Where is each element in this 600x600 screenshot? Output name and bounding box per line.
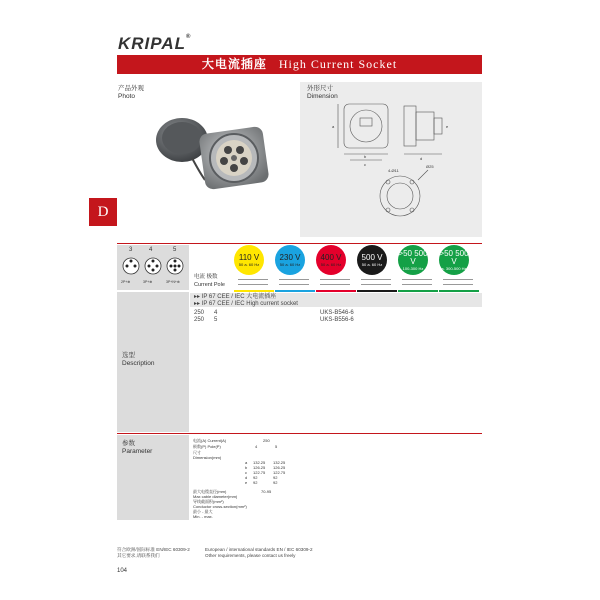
voltage-circle (234, 245, 264, 275)
table-row: 250 5 UKS-B556-6 (194, 317, 354, 323)
pole-pin-diagrams (117, 256, 189, 278)
dim-d: d (420, 156, 423, 161)
page-number: 104 (117, 568, 128, 574)
dim-e: e (446, 124, 449, 129)
voltage-circle (398, 245, 428, 275)
voltage-frequency: 50 a. 60 Hz (238, 261, 260, 267)
voltage-circle (439, 245, 469, 275)
dim-b: b (364, 154, 367, 159)
voltage-circle (357, 245, 387, 275)
voltage-pin-codes (234, 276, 482, 290)
dim-c: c (364, 162, 366, 167)
dimension-row: e 92 92 (245, 480, 278, 485)
brand-logo: KRIPAL® (118, 34, 192, 53)
voltage-frequency: 50 a. 60 Hz (279, 261, 301, 267)
product-photo (150, 108, 280, 198)
dim-diameter: Ø25 (426, 164, 434, 169)
dimension-row: d 92 92 (245, 475, 278, 480)
voltage-frequency: a. 300-500 Hz (441, 265, 467, 271)
footer-left: 符合欧洲/国际标准 EN/IEC 60309-2 其它要求,请联系我们 (117, 547, 190, 558)
description-label: 选型 Description (122, 352, 155, 367)
dimension-label: 外形尺寸 Dimension (307, 85, 338, 100)
parameter-label: 参数 Parameter (122, 440, 153, 455)
voltage-circle (316, 245, 346, 275)
voltage-value: >50 500 V (439, 248, 469, 266)
dim-a: a (332, 124, 335, 129)
voltage-value: 500 V (361, 252, 383, 262)
voltage-value: 230 V (279, 252, 301, 262)
dimension-row: c 122.75 122.75 (245, 470, 286, 475)
product-rows (194, 310, 394, 324)
title-en: High Current Socket (278, 57, 398, 71)
series-lines: ▸▸ IP 67 CEE / IEC 大电流插座 ▸▸ IP 67 CEE / IEC High current socket (194, 294, 298, 307)
title-banner (117, 55, 482, 74)
dimension-row: b 126.25 126.25 (245, 465, 286, 470)
table-row: 250 4 UKS-B546-6 (194, 310, 354, 316)
footer-right: European / international standards EN / IEC 60309-2 Other requirements, please contact us freely (205, 547, 313, 558)
voltage-value: 400 V (320, 252, 342, 262)
dimension-drawing (330, 98, 460, 230)
parameter-top-rule (117, 433, 482, 434)
title-cn: 大电流插座 (201, 57, 267, 71)
table-top-rule (117, 243, 482, 244)
voltage-frequency: 50 a. 60 Hz (320, 261, 342, 267)
dimension-row: a 132.25 132.25 (245, 460, 286, 465)
photo-label: 产品外观 Photo (118, 85, 144, 100)
voltage-frequency: 100-300 Hz (402, 265, 424, 271)
voltage-value: 110 V (238, 252, 260, 262)
voltage-circle (275, 245, 305, 275)
voltage-value: >50 500 V (398, 248, 428, 266)
voltage-frequency: 50 a. 60 Hz (361, 261, 383, 267)
color-rule (190, 290, 482, 292)
dim-holes: 4-Ø11 (388, 168, 399, 173)
parameter-table: 电流(A) Current(A) 250 极数(P) Pole(P) 4 5 尺寸 Dimension(mm) a 132.25 132.25 b 126.25 126.25 c 122.75 122.75 d 92 92 e 92 92 最大电缆直径(mm) 70-95 Max cable diameter(mm) 导线截面积(mm²) Conductor cross-section(mm²) 最小 - 最大 Min. - max. (193, 438, 293, 519)
current-pole-header: 电流 极数 Current Pole (194, 274, 225, 288)
category-tab: D (89, 198, 117, 226)
